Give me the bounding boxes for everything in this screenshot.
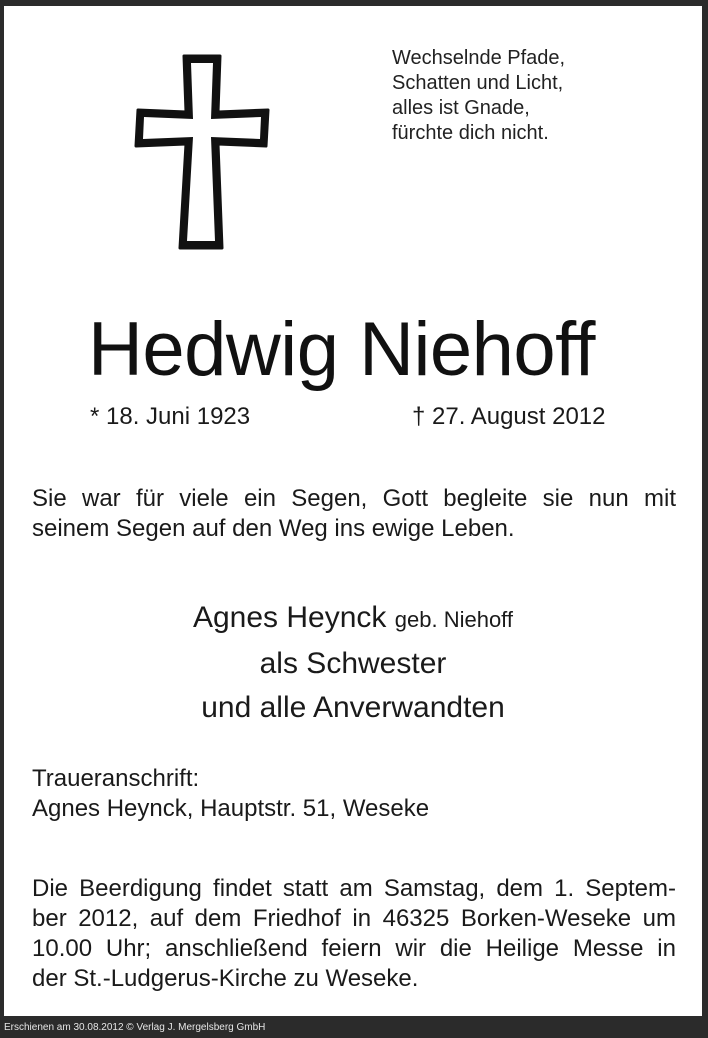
blessing-line: seinem Segen auf den Weg ins ewige Leben. [32,515,515,542]
cross-icon [130,50,274,254]
mourner-others: und alle Anverwandten [201,691,505,724]
mourner-relation: als Schwester [259,647,447,680]
funeral-line: Die Beerdigung findet statt am Samstag, dem 1. Septem- [32,875,676,902]
publication-footer: Erschienen am 30.08.2012 © Verlag J. Mergelsberg GmbH [4,1022,266,1033]
deceased-name: Hedwig Niehoff [88,307,596,392]
funeral-line: 10.00 Uhr; anschließend feiern wir die Heilige Messe in [32,935,676,962]
poem-line: Wechselnde Pfade, [392,47,566,69]
poem [392,46,565,146]
address-value: Agnes Heynck, Hauptstr. 51, Weseke [32,795,430,822]
birth-date: * 18. Juni 1923 [90,403,251,430]
funeral-info [32,874,676,994]
mourner-name: Agnes Heynck [192,601,387,634]
mourners [4,596,702,730]
poem-line: Schatten und Licht, [392,72,564,94]
funeral-line: der St.-Ludgerus-Kirche zu Weseke. [32,965,419,992]
blessing-line: Sie war für viele ein Segen, Gott begleite sie nun mit [32,485,676,512]
blessing-text [32,484,676,544]
obituary-card [4,6,702,1016]
address-label: Traueranschrift: [32,765,200,792]
funeral-line: ber 2012, auf dem Friedhof in 46325 Borken-Weseke um [32,905,676,932]
poem-line: alles ist Gnade, [392,97,530,119]
death-date: † 27. August 2012 [412,403,606,430]
mourning-address [32,764,429,824]
poem-line: fürchte dich nicht. [392,122,549,144]
mourner-maiden-name: geb. Niehoff [394,607,514,632]
mourner-line [4,596,702,642]
